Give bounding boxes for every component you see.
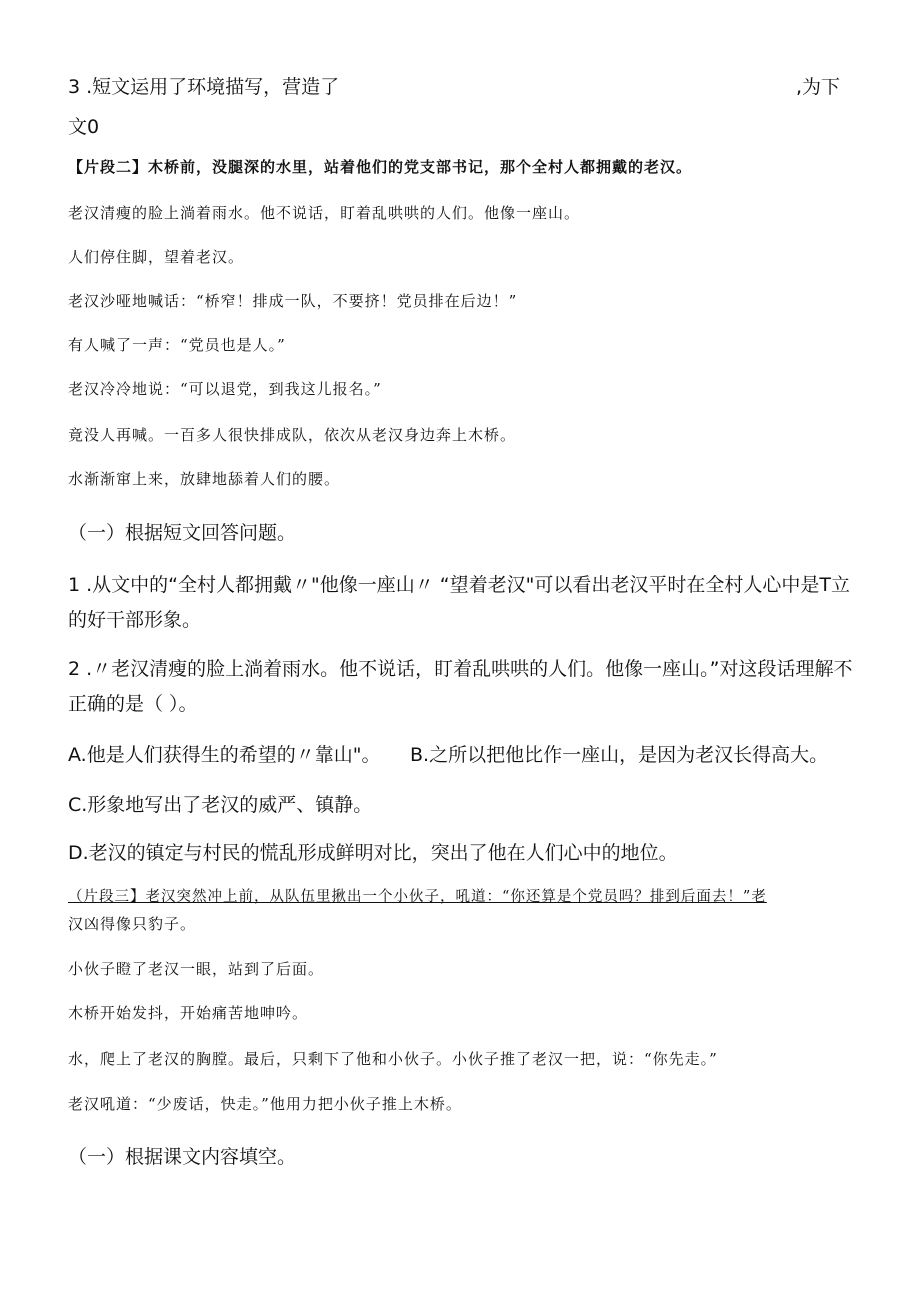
segment-2-line: 【片段二】木桥前，没腿深的水里，站着他们的党支部书记，那个全村人都拥戴的老汉。 bbox=[68, 158, 693, 176]
question-3-continuation: 文0 bbox=[68, 116, 100, 138]
segment-2-line: 人们停住脚，望着老汉。 bbox=[68, 248, 245, 266]
part-2-heading: （一）根据课文内容填空。 bbox=[68, 1146, 297, 1168]
segment-3-line: 木桥开始发抖，开始痛苦地呻吟。 bbox=[68, 1004, 309, 1022]
option-d: D.老汉的镇定与村民的慌乱形成鲜明对比，突出了他在人们心中的地位。 bbox=[68, 842, 678, 864]
segment-3-line: 水，爬上了老汉的胸膛。最后，只剩下了他和小伙子。小伙子推了老汉一把，说：“你先走。” bbox=[68, 1050, 718, 1068]
segment-2-line: 老汉沙哑地喊话：“桥窄！排成一队，不要挤！党员排在后边！” bbox=[68, 292, 518, 310]
segment-3-line: 汉凶得像只豹子。 bbox=[68, 915, 197, 933]
question-3-text: 3 .短文运用了环境描写，营造了 bbox=[68, 76, 340, 98]
part-1-heading: （一）根据短文回答问题。 bbox=[68, 522, 297, 544]
segment-3-line: 小伙子瞪了老汉一眼，站到了后面。 bbox=[68, 960, 325, 978]
question-1-line-2: 的好干部形象。 bbox=[68, 609, 202, 631]
segment-3-line: （片段三】老汉突然冲上前，从队伍里揪出一个小伙子，吼道：“你还算是个党员吗？排到后面去！”老 bbox=[68, 889, 767, 905]
segment-2-line: 有人喊了一声：“党员也是人。” bbox=[68, 336, 286, 354]
question-2-line-1: 2 .〃老汉清瘦的脸上淌着雨水。他不说话，盯着乱哄哄的人们。他像一座山。”对这段话理解不 bbox=[68, 658, 853, 680]
option-a: A.他是人们获得生的希望的〃靠山"。 bbox=[68, 744, 381, 766]
segment-3-line: 老汉吼道：“少废话，快走。”他用力把小伙子推上木桥。 bbox=[68, 1095, 462, 1113]
segment-2-line: 老汉冷冷地说：“可以退党，到我这儿报名。” bbox=[68, 380, 382, 398]
question-1-line-1: 1 .从文中的“全村人都拥戴〃"他像一座山〃 “望着老汉"可以看出老汉平时在全村人心中是T立 bbox=[68, 574, 850, 596]
option-b: B.之所以把他比作一座山，是因为老汉长得高大。 bbox=[410, 744, 829, 766]
option-c: C.形象地写出了老汉的威严、镇静。 bbox=[68, 794, 373, 816]
question-2-line-2: 正确的是（ ）。 bbox=[68, 693, 198, 715]
segment-2-line: 竟没人再喊。一百多人很快排成队，依次从老汉身边奔上木桥。 bbox=[68, 426, 517, 444]
segment-2-line: 老汉清瘦的脸上淌着雨水。他不说话，盯着乱哄哄的人们。他像一座山。 bbox=[68, 204, 581, 222]
question-3-tail: ,为下 bbox=[796, 76, 841, 98]
segment-2-line: 水渐渐窜上来，放肆地舔着人们的腰。 bbox=[68, 470, 341, 488]
